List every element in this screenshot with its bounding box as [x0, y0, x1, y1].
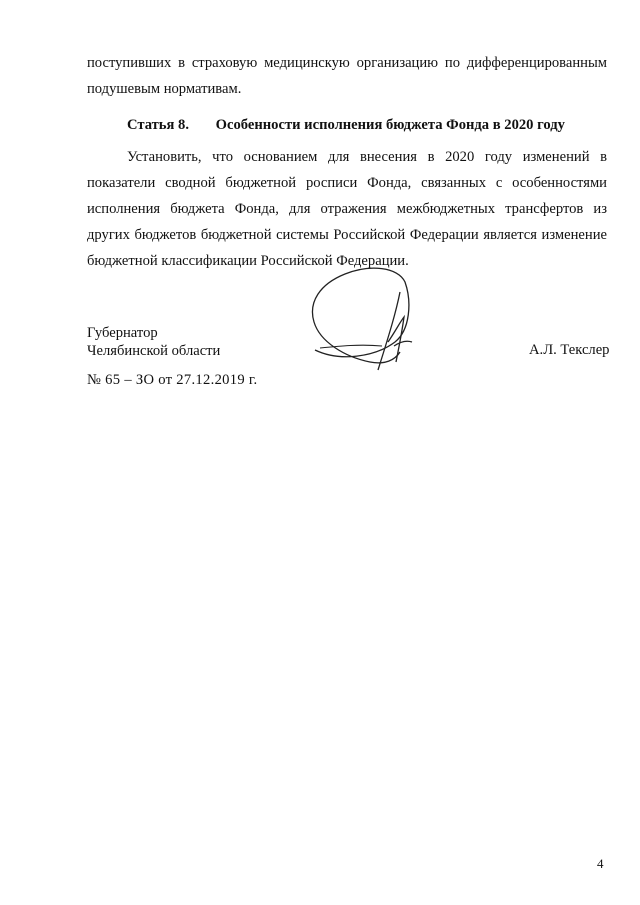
signer-name: А.Л. Текслер — [529, 342, 610, 358]
article-body: Установить, что основанием для внесения в 2020 году изменений в показатели сводной бюджетной росписи Фонда, связанных с особенностями исполнения бюджета Фонда, для отражения межбюджетных трансфертов из других бюджетов бюджетной системы Российской Федерации является изменение бюджетной классификации Российской Федерации. — [87, 149, 607, 269]
law-reference: № 65 – ЗО от 27.12.2019 г. — [87, 372, 258, 388]
article-title: Особенности исполнения бюджета Фонда в 2020 году — [215, 117, 565, 133]
article-number: Статья 8. — [127, 117, 189, 133]
article-heading — [127, 117, 565, 134]
paragraph-continuation: поступивших в страховую медицинскую организацию по дифференцированным подушевым нормативам. — [87, 55, 607, 97]
handwritten-signature — [300, 262, 420, 380]
position-line-2: Челябинской области — [87, 343, 221, 359]
signatory-position — [87, 324, 220, 360]
position-line-1: Губернатор — [87, 325, 158, 341]
page-number: 4 — [597, 856, 604, 871]
